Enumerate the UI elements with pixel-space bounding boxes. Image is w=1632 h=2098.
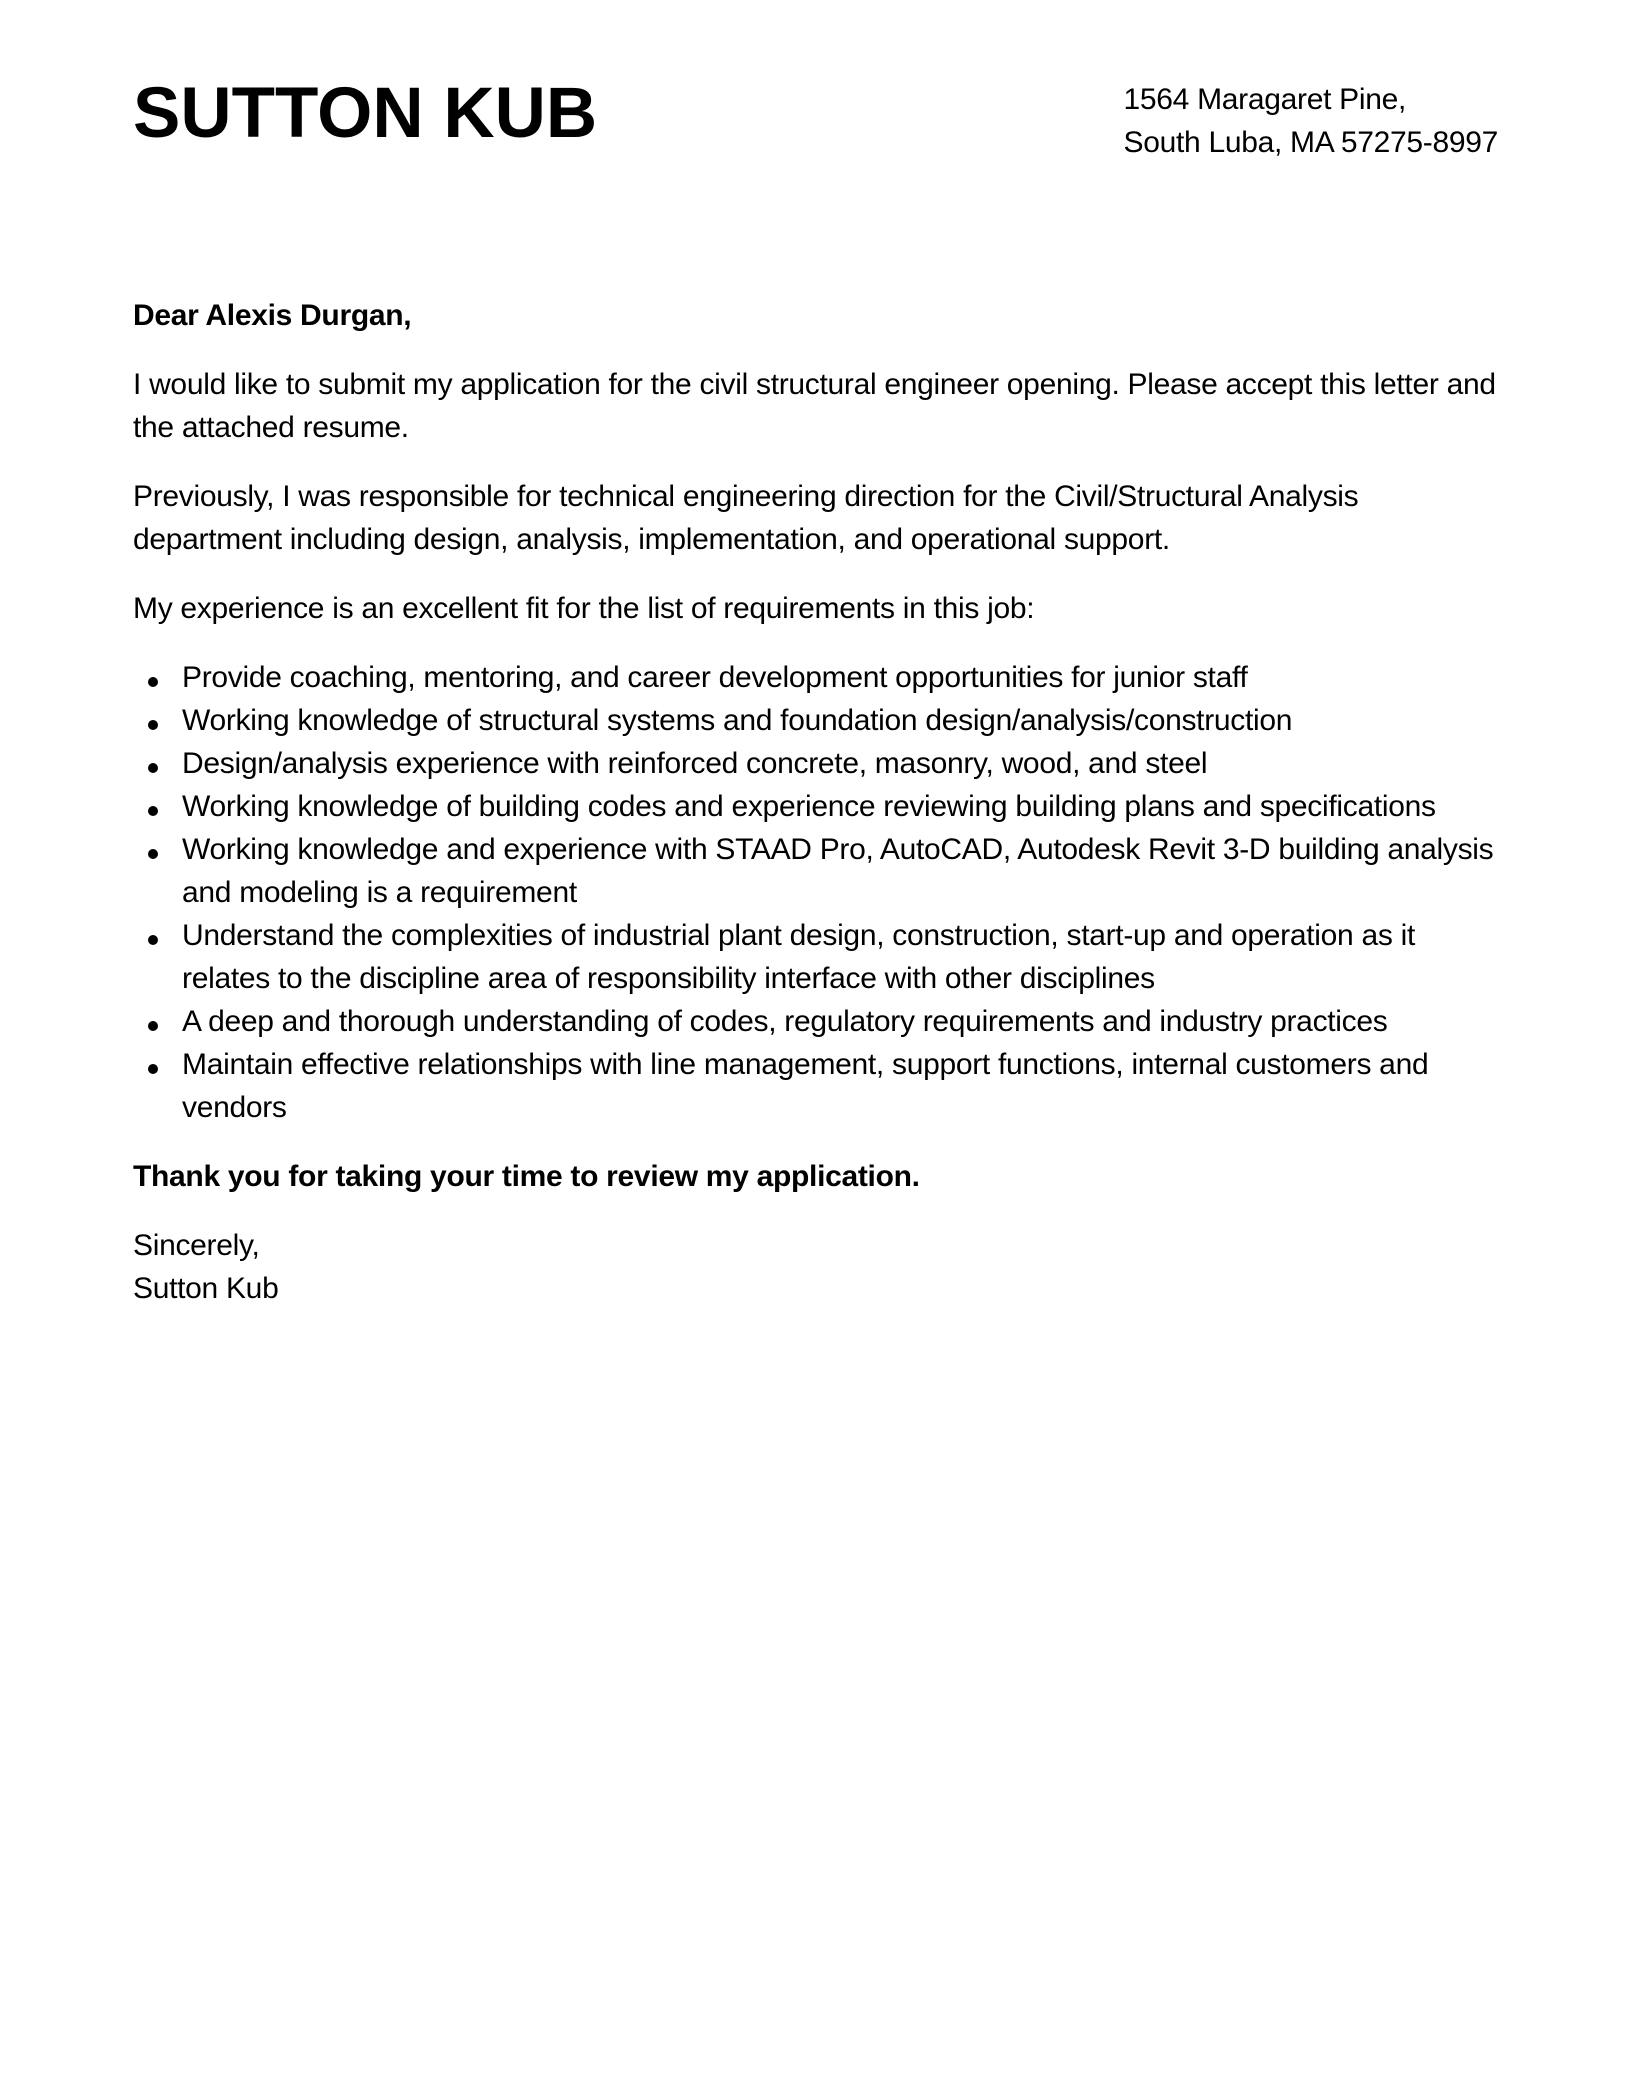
address-line-1: 1564 Maragaret Pine, (1123, 83, 1407, 116)
requirement-item-2: Working knowledge of structural systems and foundation design/analysis/construction (182, 699, 1498, 742)
signature-block (133, 1224, 1498, 1310)
requirement-item-4: Working knowledge of building codes and experience reviewing building plans and specifications (182, 785, 1498, 828)
closing-thanks: Thank you for taking your time to review my application. (133, 1160, 920, 1193)
requirement-item-3: Design/analysis experience with reinforced concrete, masonry, wood, and steel (182, 742, 1498, 785)
paragraph-application: I would like to submit my application for the civil structural engineer opening. Please accept this letter and the attached resume. (133, 368, 1496, 444)
requirement-item-8: Maintain effective relationships with line management, support functions, internal customers and vendors (182, 1043, 1498, 1129)
signoff: Sincerely, (133, 1229, 260, 1262)
address-line-2: South Luba, MA 57275-8997 (1123, 126, 1498, 159)
paragraph-experience: Previously, I was responsible for technical engineering direction for the Civil/Structural Analysis department including design, analysis, implementation, and operational support. (133, 480, 1359, 556)
greeting: Dear Alexis Durgan, (133, 299, 412, 332)
requirement-item-7: A deep and thorough understanding of codes, regulatory requirements and industry practices (182, 1000, 1498, 1043)
letter-body (133, 294, 1498, 1310)
letter-header (133, 74, 1498, 164)
sender-address (1124, 78, 1498, 164)
sender-name: SUTTON KUB (133, 74, 598, 153)
paragraph-fit-intro: My experience is an excellent fit for the list of requirements in this job: (133, 592, 1035, 625)
signature-name: Sutton Kub (133, 1272, 279, 1305)
requirement-item-6: Understand the complexities of industrial plant design, construction, start-up and operation as it relates to the discipline area of responsibility interface with other disciplines (182, 914, 1498, 1000)
requirements-list (133, 656, 1498, 1129)
requirement-item-1: Provide coaching, mentoring, and career development opportunities for junior staff (182, 656, 1498, 699)
requirement-item-5: Working knowledge and experience with STAAD Pro, AutoCAD, Autodesk Revit 3-D building analysis and modeling is a requirement (182, 828, 1498, 914)
